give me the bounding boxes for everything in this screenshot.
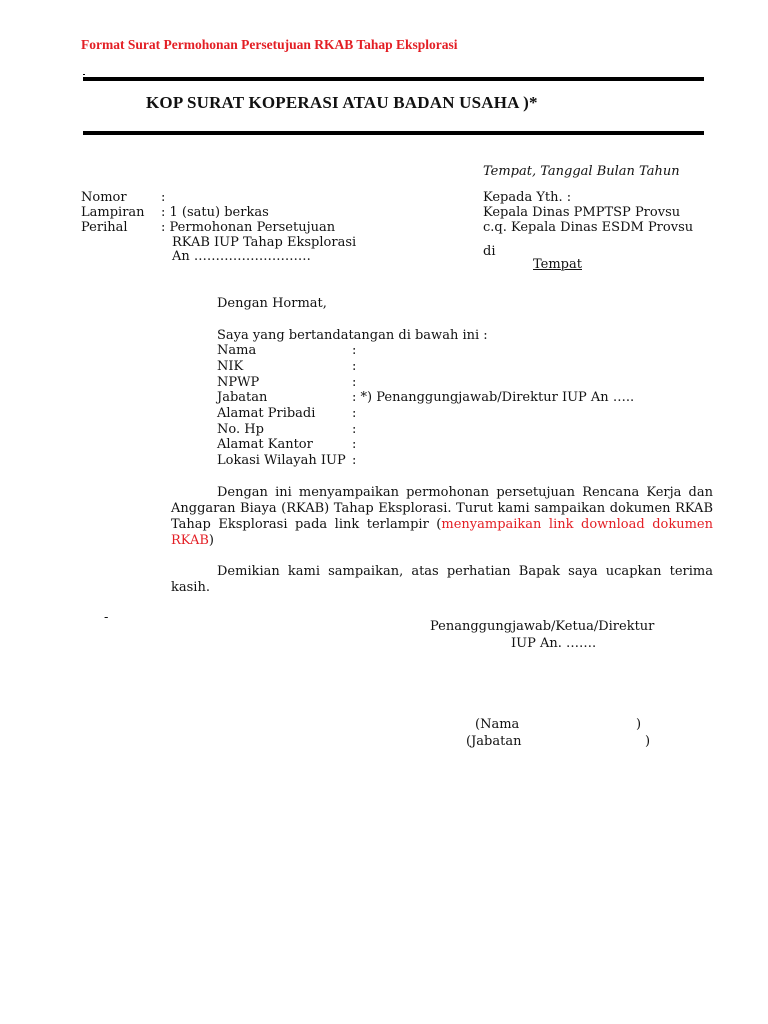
signature-name-close: ) [636, 717, 642, 732]
field-value: : [352, 437, 357, 452]
bottom-rule [83, 131, 704, 135]
signature-jabatan-close: ) [645, 734, 651, 749]
download-link-note: menyampaikan link download dokumen RKAB [171, 517, 713, 548]
body-paragraph-2-text: Demikian kami sampaikan, atas perhatian Bapak saya ucapkan terima kasih. [171, 564, 713, 595]
nomor-label: Nomor [81, 190, 127, 205]
body-paragraph-1-close: ) [208, 533, 214, 548]
recipient-line4: di [483, 244, 496, 259]
lampiran-label: Lampiran [81, 205, 145, 220]
recipient-line3: c.q. Kepala Dinas ESDM Provsu [483, 220, 694, 235]
field-value: : [352, 375, 357, 390]
recipient-line2: Kepala Dinas PMPTSP Provsu [483, 205, 681, 220]
intro-line: Saya yang bertandatangan di bawah ini : [217, 328, 488, 343]
field-value: : [352, 422, 357, 437]
field-label: Lokasi Wilayah IUP [217, 453, 346, 468]
field-value: : [352, 406, 357, 421]
field-label: Alamat Pribadi [217, 406, 316, 421]
greeting: Dengan Hormat, [217, 296, 327, 311]
top-rule [83, 77, 704, 81]
body-paragraph-2 [171, 564, 713, 596]
signature-title-2: IUP An. ……. [511, 636, 597, 651]
rule-tick [83, 74, 85, 75]
field-value: : [352, 359, 357, 374]
field-value: : *) Penanggungjawab/Direktur IUP An ….. [352, 390, 635, 405]
lampiran-value: : 1 (satu) berkas [161, 205, 269, 220]
perihal-line1: : Permohonan Persetujuan [161, 220, 336, 235]
field-value: : [352, 343, 357, 358]
body-paragraph-1 [171, 485, 713, 549]
perihal-line3: An ……………………… [172, 249, 311, 264]
place-date: Tempat, Tanggal Bulan Tahun [483, 164, 680, 179]
recipient-line1: Kepada Yth. : [483, 190, 572, 205]
body-paragraph-1-text: Dengan ini menyampaikan permohonan persetujuan Rencana Kerja dan Anggaran Biaya (RKAB) Tahap Eksplorasi. Turut kami sampaikan dokumen RKAB Tahap Eksplorasi pada link terlampir ( [171, 485, 713, 532]
field-label: Nama [217, 343, 257, 358]
perihal-line2: RKAB IUP Tahap Eksplorasi [172, 235, 357, 250]
field-label: Jabatan [217, 390, 268, 405]
nomor-colon: : [161, 190, 166, 205]
perihal-label: Perihal [81, 220, 128, 235]
field-label: Alamat Kantor [217, 437, 313, 452]
signature-name-open: (Nama [475, 717, 520, 732]
signature-jabatan-open: (Jabatan [466, 734, 522, 749]
field-value: : [352, 453, 357, 468]
signature-title-1: Penanggungjawab/Ketua/Direktur [430, 619, 655, 634]
field-label: No. Hp [217, 422, 264, 437]
document-heading: Format Surat Permohonan Persetujuan RKAB Tahap Eksplorasi [81, 37, 458, 52]
recipient-line5: Tempat [533, 257, 582, 272]
field-label: NIK [217, 359, 244, 374]
field-label: NPWP [217, 375, 260, 390]
letterhead-title: KOP SURAT KOPERASI ATAU BADAN USAHA )* [146, 93, 538, 112]
stray-dash: - [104, 610, 109, 625]
